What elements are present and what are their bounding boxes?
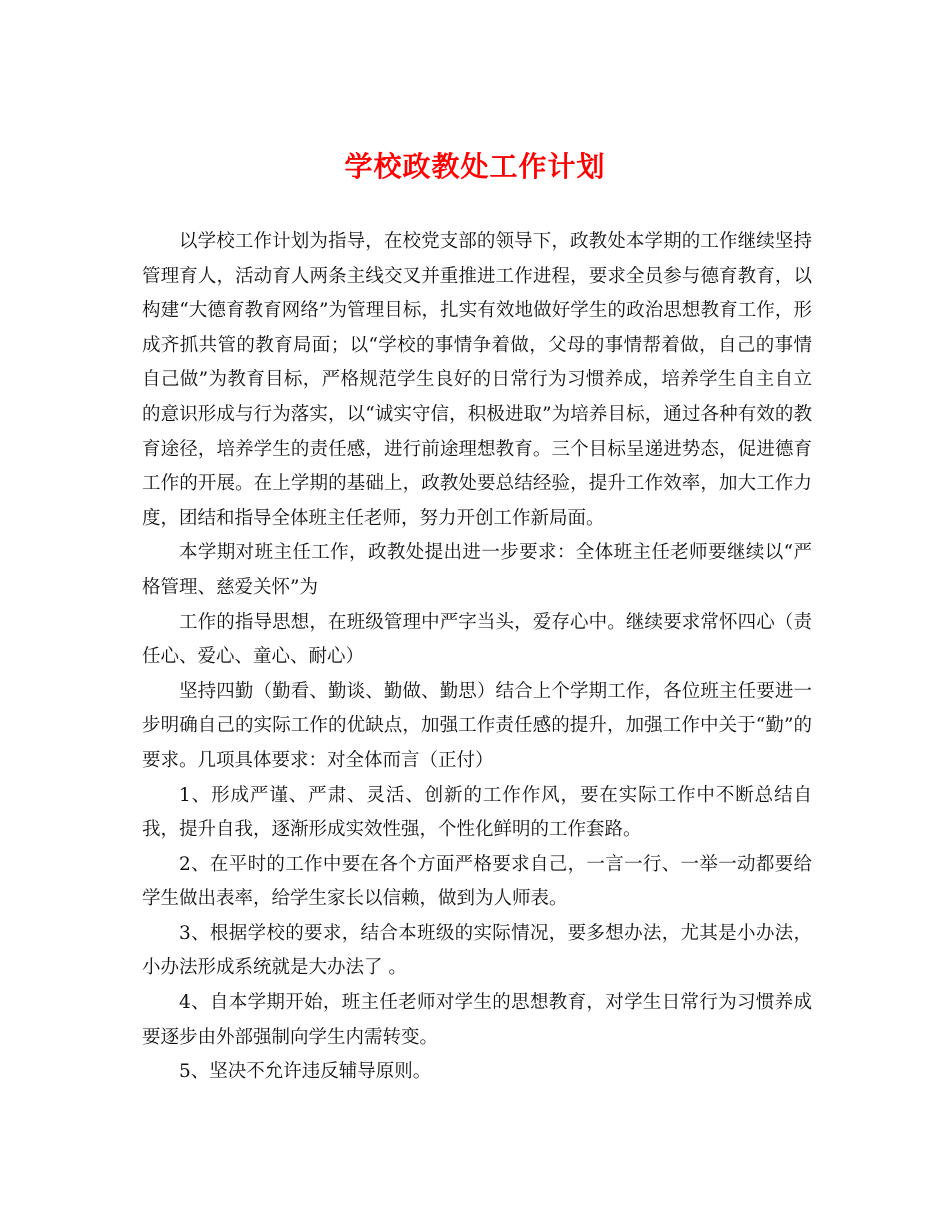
list-item-5: 5、坚决不允许违反辅导原则。 xyxy=(179,1061,432,1083)
document-body xyxy=(142,225,812,1090)
paragraph-four-diligences: 坚持四勤（勤看、勤谈、勤做、勤思）结合上个学期工作，各位班主任要进一步明确自己的实际工作的优缺点，加强工作责任感的提升，加强工作中关于“勤”的要求。几项具体要求：对全体而言（正付） xyxy=(142,680,812,771)
list-item-3: 3、根据学校的要求，结合本班级的实际情况，要多想办法，尤其是小办法，小办法形成系统就是大办法了 。 xyxy=(142,922,812,979)
paragraph-guiding-idea: 工作的指导思想，在班级管理中严字当头，爱存心中。继续要求常怀四心（责任心、爱心、童心、耐心） xyxy=(142,611,812,668)
page-title: 学校政教处工作计划 xyxy=(344,149,606,183)
list-item-4: 4、自本学期开始，班主任老师对学生的思想教育，对学生日常行为习惯养成要逐步由外部强制向学生内需转变。 xyxy=(142,992,812,1048)
list-item-1: 1、形成严谨、严肃、灵活、创新的工作作风，要在实际工作中不断总结自我，提升自我，逐渐形成实效性强，个性化鲜明的工作套路。 xyxy=(142,784,812,841)
list-item-2: 2、在平时的工作中要在各个方面严格要求自己，一言一行、一举一动都要给学生做出表率，给学生家长以信赖，做到为人师表。 xyxy=(142,853,812,910)
paragraph-requirements: 本学期对班主任工作，政教处提出进一步要求：全体班主任老师要继续以“严格管理、慈爱关怀”为 xyxy=(142,542,812,598)
paragraph-intro: 以学校工作计划为指导，在校党支部的领导下，政教处本学期的工作继续坚持管理育人，活动育人两条主线交叉并重推进工作进程，要求全员参与德育教育，以构建“大德育教育网络”为管理目标，扎实有效地做好学生的政治思想教育工作，形成齐抓共管的教育局面；以“学校的事情争着做，父母的事情帮着做，自己的事情自己做”为教育目标，严格规范学生良好的日常行为习惯养成，培养学生自主自立的意识形成与行为落实，以“诚实守信，积极进取”为培养目标，通过各种有效的教育途径，培养学生的责任感，进行前途理想教育。三个目标呈递进势态，促进德育工作的开展。在上学期的基础上，政教处要总结经验，提升工作效率，加大工作力度，团结和指导全体班主任老师，努力开创工作新局面。 xyxy=(142,231,812,529)
